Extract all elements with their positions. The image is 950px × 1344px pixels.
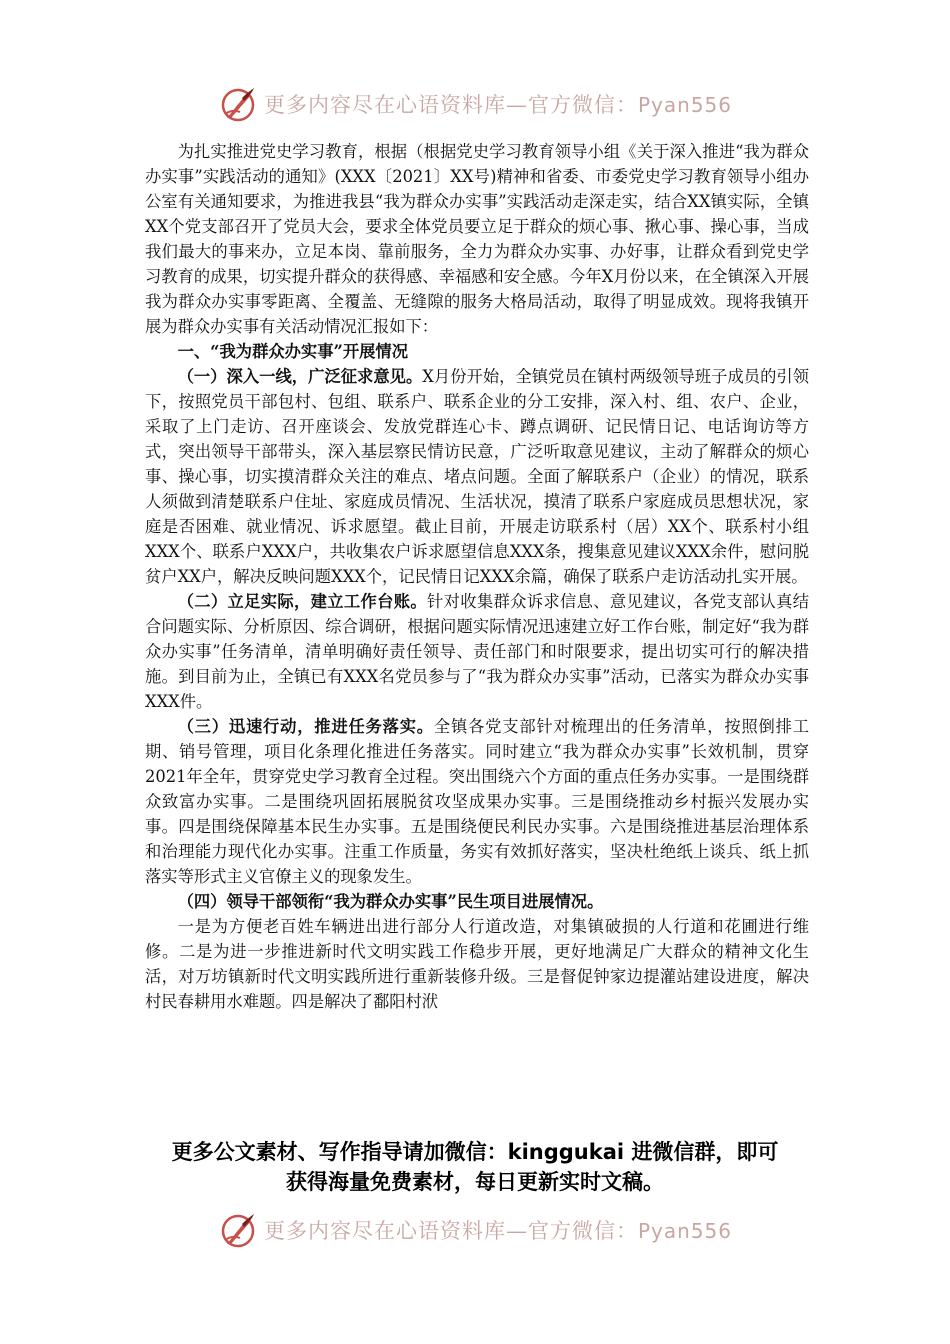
subsection-1-title: （一）深入一线，广泛征求意见。 — [177, 367, 423, 386]
header-watermark-banner — [0, 82, 950, 126]
subsection-2-body: 针对收集群众诉求信息、意见建议，各党支部认真结合问题实际、分析原因、综合调研，根据问题实际情况迅速建立好工作台账，制定好“我为群众办实事”任务清单，清单明确好责任领导、责任部门和时限要求，提出切实可行的解决措施。到目前为止，全镇已有XXX名党员参与了“我为群众办实事”活动，已落实为群众办实事XXX件。 — [145, 592, 809, 711]
intro-paragraph: 为扎实推进党史学习教育，根据（根据党史学习教育领导小组《关于深入推进“我为群众办实事”实践活动的通知》(XXX〔2021〕XX号)精神和省委、市委党史学习教育领导小组办公室有关通知要求，为推进我县“我为群众办实事”实践活动走深走实，结合XX镇实际，全镇XX个党支部召开了党员大会，要求全体党员要立足于群众的烦心事、揪心事、操心事，当成我们最大的事来办，立足本岗、靠前服务，全力为群众办实事、办好事，让群众看到党史学习教育的成果，切实提升群众的获得感、幸福感和安全感。今年X月份以来，在全镇深入开展我为群众办实事零距离、全覆盖、无缝隙的服务大格局活动，取得了明显成效。现将我镇开展为群众办实事有关活动情况汇报如下： — [145, 142, 809, 336]
watermark-wechat-id: Pyan556 — [637, 1219, 732, 1243]
subsection-3 — [145, 714, 809, 889]
subsection-1 — [145, 364, 809, 589]
subsection-3-body: 全镇各党支部针对梳理出的任务清单，按照倒排工期、销号管理，项目化条理化推进任务落实。同时建立“我为群众办实事”长效机制，贯穿2021年全年，贯穿党史学习教育全过程。突出围绕六个方面的重点任务办实事。一是围绕群众致富办实事。二是围绕巩固拓展脱贫攻坚成果办实事。三是围绕推动乡村振兴发展办实事。四是围绕保障基本民生办实事。五是围绕便民利民办实事。六是围绕推进基层治理体系和治理能力现代化办实事。注重工作质量，务实有效抓好落实，坚决杜绝纸上谈兵、纸上抓落实等形式主义官僚主义的现象发生。 — [145, 717, 809, 886]
watermark-text: 更多内容尽在心语资料库—官方微信：Pyan556 — [263, 93, 732, 117]
quill-pen-logo-icon — [218, 1210, 258, 1250]
subsection-3-title: （三）迅速行动，推进任务落实。 — [177, 717, 434, 736]
document-body — [145, 139, 809, 1014]
section-heading: 一、“我为群众办实事”开展情况 — [177, 342, 408, 361]
promo-line-2: 获得海量免费素材，每日更新实时文稿。 — [286, 1170, 664, 1194]
subsection-2 — [145, 589, 809, 714]
subsection-1-body: X月份开始，全镇党员在镇村两级领导班子成员的引领下，按照党员干部包村、包组、联系户、联系企业的分工安排，深入村、组、农户、企业，采取了上门走访、召开座谈会、发放党群连心卡、蹲点调研、记民情日记、电话询访等方式，突出领导干部带头，深入基层察民情访民意，广泛听取意见建议，主动了解群众的烦心事、操心事，切实摸清群众关注的难点、堵点问题。全面了解联系户（企业）的情况，联系人须做到清楚联系户住址、家庭成员情况、生活状况，摸清了联系户家庭成员思想状况，家庭是否困难、就业情况、诉求愿望。截止目前，开展走访联系村（居）XX个、联系村小组XXX个、联系户XXX户，共收集农户诉求愿望信息XXX条，搜集意见建议XXX余件，慰问脱贫户XX户，解决反映问题XXX个，记民情日记XXX余篇，确保了联系户走访活动扎实开展。 — [145, 367, 809, 586]
subsection-4-body: 一是为方便老百姓车辆进出进行部分人行道改造，对集镇破损的人行道和花圃进行维修。二是为进一步推进新时代文明实践工作稳步开展，更好地满足广大群众的精神文化生活，对万坊镇新时代文明实践所进行重新装修升级。三是督促钟家边提灌站建设进度，解决村民春耕用水难题。四是解决了鄱阳村洑 — [145, 917, 809, 1011]
footer-watermark-banner — [0, 1208, 950, 1252]
subsection-4-title: （四）领导干部领衔“我为群众办实事”民生项目进展情况。 — [177, 892, 604, 911]
watermark-wechat-id: Pyan556 — [637, 93, 732, 117]
subsection-2-title: （二）立足实际，建立工作台账。 — [177, 592, 427, 611]
quill-pen-logo-icon — [218, 84, 258, 124]
watermark-text: 更多内容尽在心语资料库—官方微信：Pyan556 — [263, 1219, 732, 1243]
promo-notice — [100, 1137, 850, 1197]
promo-line-1: 更多公文素材、写作指导请加微信：kinggukai 进微信群，即可 — [171, 1140, 779, 1164]
